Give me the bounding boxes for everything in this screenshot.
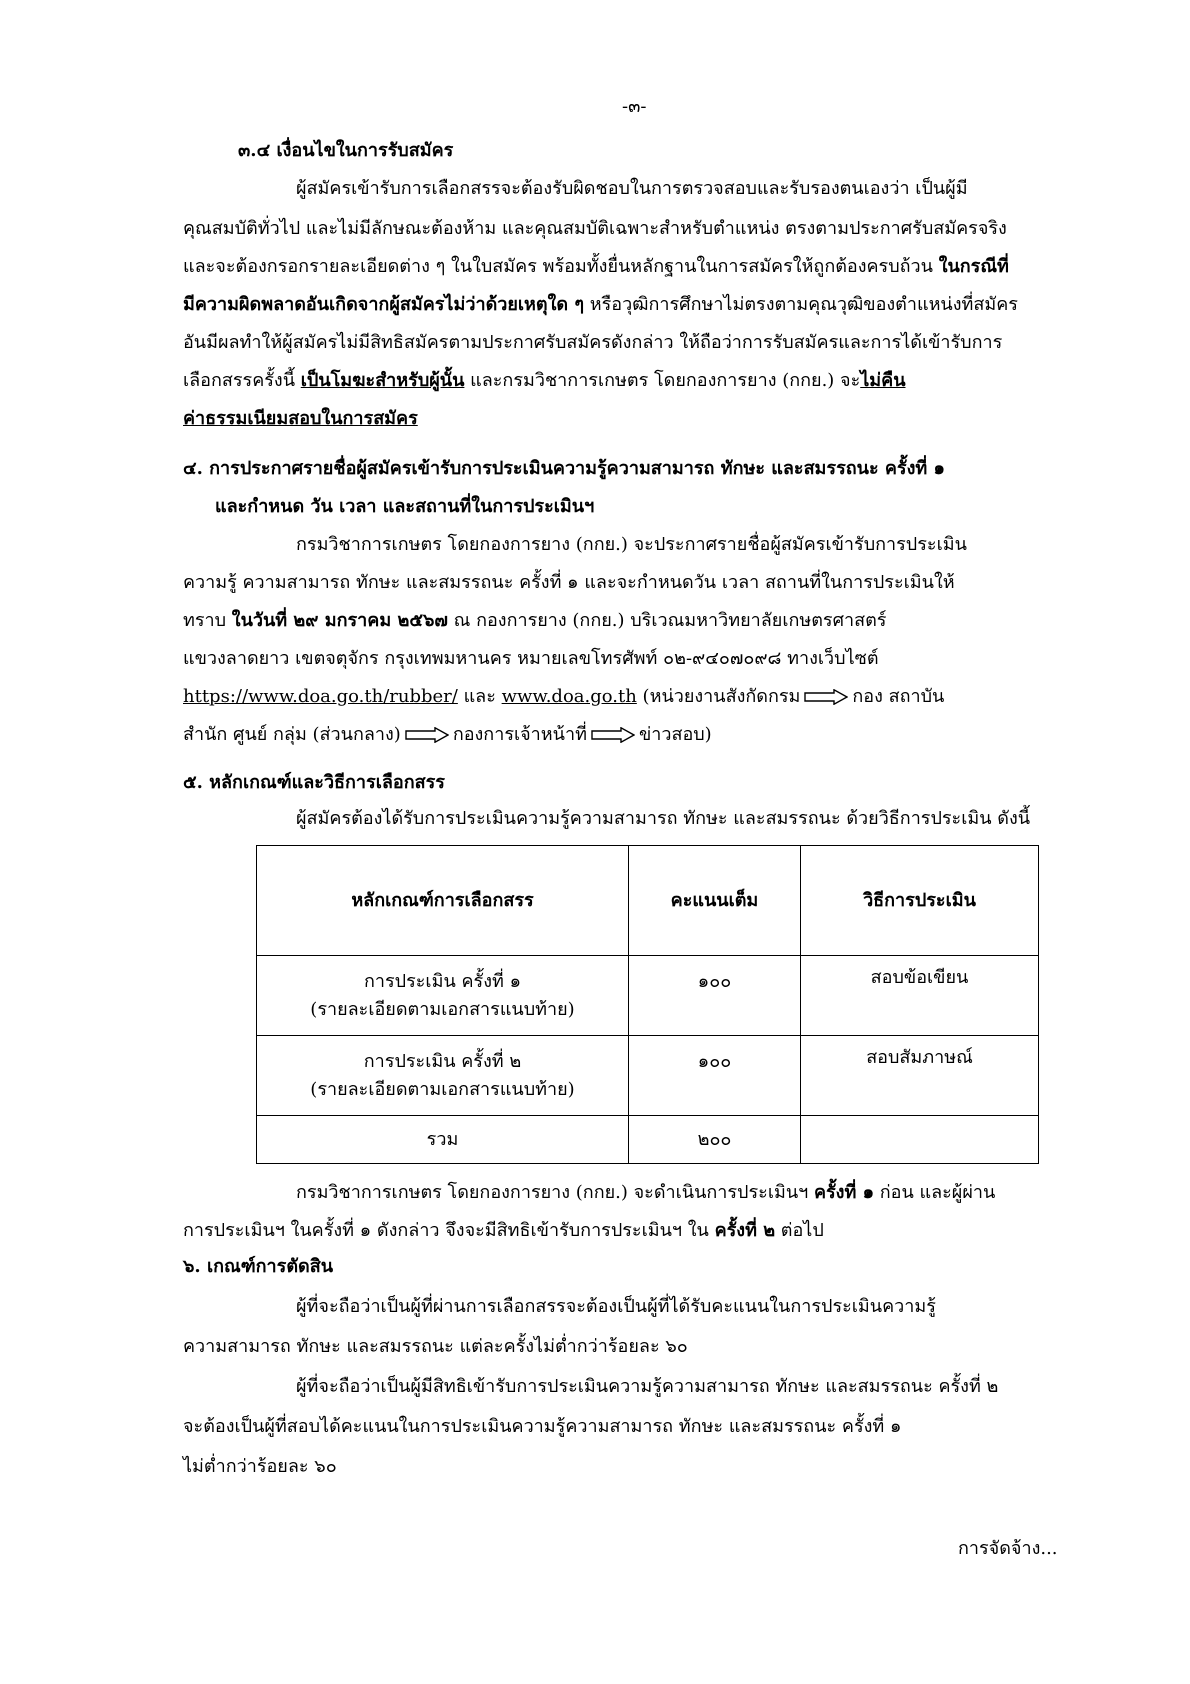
- paragraph-line: ผู้ที่จะถือว่าเป็นผู้มีสิทธิเข้ารับการประเมินความรู้ความสามารถ ทักษะ และสมรรถนะ ครั้งที่ ๒: [296, 1376, 999, 1397]
- paragraph-line: [183, 256, 1009, 278]
- paragraph-line: ความรู้ ความสามารถ ทักษะ และสมรรถนะ ครั้งที่ ๑ และจะกำหนดวัน เวลา สถานที่ในการประเมินให้: [183, 572, 955, 593]
- text-run: ทราบ: [183, 610, 232, 631]
- paragraph-line: [183, 370, 906, 392]
- arrow-right-icon: [591, 727, 635, 743]
- table-cell-method: สอบข้อเขียน: [801, 956, 1039, 1036]
- table-row: [257, 956, 1039, 1036]
- table-row: [257, 1036, 1039, 1116]
- bold-run: ในวันที่ ๒๙ มกราคม ๒๕๖๗: [231, 610, 448, 631]
- text-run: และจะต้องกรอกรายละเอียดต่าง ๆ ในใบสมัคร พร้อมทั้งยื่นหลักฐานในการสมัครให้ถูกต้องครบถ้วน: [183, 256, 939, 277]
- section-4-heading-cont: และกำหนด วัน เวลา และสถานที่ในการประเมินฯ: [215, 496, 595, 517]
- paragraph-line: [183, 686, 944, 708]
- criterion-label: การประเมิน ครั้งที่ ๒: [363, 1050, 522, 1072]
- table-cell-criterion: [257, 956, 629, 1036]
- bold-underlined-run: ไม่คืน: [860, 370, 906, 391]
- table-header-criterion: หลักเกณฑ์การเลือกสรร: [257, 846, 629, 956]
- text-run: ต่อไป: [775, 1220, 824, 1241]
- text-run: สำนัก ศูนย์ กลุ่ม (ส่วนกลาง): [183, 724, 401, 745]
- criterion-note: (รายละเอียดตามเอกสารแนบท้าย): [310, 1078, 575, 1100]
- table-cell-total-score: ๒๐๐: [629, 1116, 801, 1164]
- link-doa[interactable]: www.doa.go.th: [501, 686, 637, 707]
- table-cell-total-method: [801, 1116, 1039, 1164]
- table-cell-score: [629, 956, 801, 1036]
- score-value: ๑๐๐: [697, 970, 732, 992]
- link-rubber[interactable]: https://www.doa.go.th/rubber/: [183, 686, 458, 707]
- paragraph-line: อันมีผลทำให้ผู้สมัครไม่มีสิทธิสมัครตามประกาศรับสมัครดังกล่าว ให้ถือว่าการรับสมัครและการได้เข้ารับการ: [183, 332, 1003, 353]
- text-run: และ: [457, 686, 502, 707]
- bold-underlined-run: เป็นโมฆะสำหรับผู้นั้น: [300, 370, 465, 391]
- table-header-method: วิธีการประเมิน: [801, 846, 1039, 956]
- paragraph-line: [183, 294, 1018, 316]
- text-run: กรมวิชาการเกษตร โดยกองการยาง (กกย.) จะดำเนินการประเมินฯ: [296, 1182, 814, 1203]
- table-cell-total-label: รวม: [257, 1116, 629, 1164]
- paragraph-line: คุณสมบัติทั่วไป และไม่มีลักษณะต้องห้าม และคุณสมบัติเฉพาะสำหรับตำแหน่ง ตรงตามประกาศรับสมัครจริง: [183, 218, 1007, 239]
- table-total-row: [257, 1116, 1039, 1164]
- paragraph-line: ความสามารถ ทักษะ และสมรรถนะ แต่ละครั้งไม่ต่ำกว่าร้อยละ ๖๐: [183, 1336, 688, 1357]
- paragraph-line: กรมวิชาการเกษตร โดยกองการยาง (กกย.) จะประกาศรายชื่อผู้สมัครเข้ารับการประเมิน: [296, 534, 967, 555]
- criterion-label: การประเมิน ครั้งที่ ๑: [364, 970, 521, 992]
- section-6-heading: ๖. เกณฑ์การตัดสิน: [183, 1256, 333, 1277]
- paragraph-line: ผู้ที่จะถือว่าเป็นผู้ที่ผ่านการเลือกสรรจะต้องเป็นผู้ที่ได้รับคะแนนในการประเมินความรู้: [296, 1296, 936, 1317]
- paragraph-line: [296, 1182, 995, 1204]
- continuation-text: การจัดจ้าง...: [958, 1538, 1058, 1559]
- criterion-note: (รายละเอียดตามเอกสารแนบท้าย): [310, 998, 575, 1020]
- bold-run: ครั้งที่ ๒: [714, 1220, 776, 1241]
- section-4-heading: ๔. การประกาศรายชื่อผู้สมัครเข้ารับการประเมินความรู้ความสามารถ ทักษะ และสมรรถนะ ครั้งที่ ๑: [183, 458, 945, 479]
- text-run: เลือกสรรครั้งนี้: [183, 370, 301, 391]
- section-5-heading: ๕. หลักเกณฑ์และวิธีการเลือกสรร: [183, 772, 445, 793]
- section-3-4-heading: ๓.๔ เงื่อนไขในการรับสมัคร: [238, 140, 454, 161]
- arrow-right-icon: [804, 689, 848, 705]
- paragraph-line: [183, 610, 886, 632]
- bold-run: ครั้งที่ ๑: [813, 1182, 875, 1203]
- paragraph-line: ผู้สมัครต้องได้รับการประเมินความรู้ความสามารถ ทักษะ และสมรรถนะ ด้วยวิธีการประเมิน ดังนี้: [296, 808, 1031, 829]
- table-cell-criterion: [257, 1036, 629, 1116]
- text-run: และกรมวิชาการเกษตร โดยกองการยาง (กกย.) จะ: [464, 370, 861, 391]
- table-cell-method: สอบสัมภาษณ์: [801, 1036, 1039, 1116]
- paragraph-line: ผู้สมัครเข้ารับการเลือกสรรจะต้องรับผิดชอบในการตรวจสอบและรับรองตนเองว่า เป็นผู้มี: [296, 178, 968, 199]
- table-cell-score: [629, 1036, 801, 1116]
- criteria-table: [256, 845, 1039, 1164]
- text-run: (หน่วยงานสังกัดกรม: [636, 686, 801, 707]
- page-number: -๓-: [622, 96, 647, 117]
- bold-run: ในกรณีที่: [938, 256, 1009, 277]
- text-run: หรือวุฒิการศึกษาไม่ตรงตามคุณวุฒิของตำแหน่งที่สมัคร: [584, 294, 1018, 315]
- text-run: การประเมินฯ ในครั้งที่ ๑ ดังกล่าว จึงจะมีสิทธิเข้ารับการประเมินฯ ใน: [183, 1220, 715, 1241]
- paragraph-line: [183, 1220, 824, 1242]
- table-header-score: คะแนนเต็ม: [629, 846, 801, 956]
- paragraph-line: จะต้องเป็นผู้ที่สอบได้คะแนนในการประเมินความรู้ความสามารถ ทักษะ และสมรรถนะ ครั้งที่ ๑: [183, 1416, 902, 1437]
- paragraph-line: ค่าธรรมเนียมสอบในการสมัคร: [183, 408, 418, 429]
- text-run: กอง สถาบัน: [852, 686, 945, 707]
- text-run: ณ กองการยาง (กกย.) บริเวณมหาวิทยาลัยเกษตรศาสตร์: [447, 610, 887, 631]
- bold-run: มีความผิดพลาดอันเกิดจากผู้สมัครไม่ว่าด้วยเหตุใด ๆ: [183, 294, 585, 315]
- paragraph-line: [183, 724, 712, 746]
- paragraph-line: ไม่ต่ำกว่าร้อยละ ๖๐: [183, 1456, 337, 1477]
- score-value: ๑๐๐: [697, 1050, 732, 1072]
- table-header-row: [257, 846, 1039, 956]
- arrow-right-icon: [405, 727, 449, 743]
- paragraph-line: แขวงลาดยาว เขตจตุจักร กรุงเทพมหานคร หมายเลขโทรศัพท์ ๐๒-๙๔๐๗๐๙๘ ทางเว็บไซต์: [183, 648, 879, 669]
- text-run: ก่อน และผู้ผ่าน: [874, 1182, 996, 1203]
- text-run: กองการเจ้าหน้าที่: [452, 724, 587, 745]
- text-run: ข่าวสอบ): [638, 724, 712, 745]
